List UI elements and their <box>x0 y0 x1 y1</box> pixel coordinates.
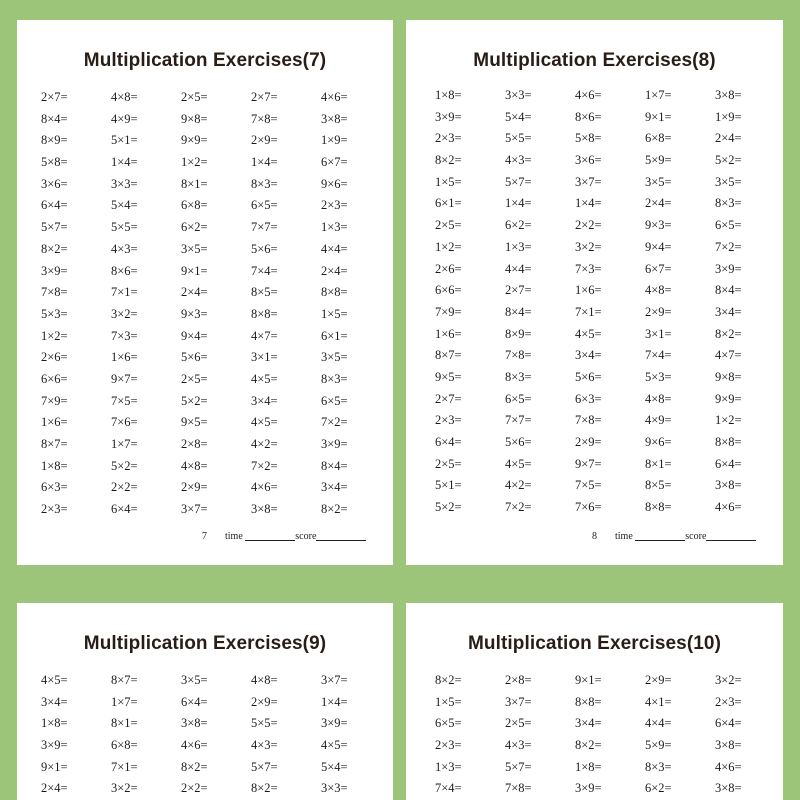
problem-cell: 1×6= <box>41 415 68 430</box>
problem-cell: 2×6= <box>41 350 68 365</box>
problem-cell: 2×5= <box>435 456 462 471</box>
problem-cell: 3×8= <box>715 478 742 493</box>
problem-cell: 7×5= <box>111 393 138 408</box>
problem-cell: 9×5= <box>181 415 208 430</box>
problem-cell: 2×9= <box>181 480 208 495</box>
problem-cell: 3×7= <box>181 502 208 517</box>
problem-cell: 2×2= <box>575 218 602 233</box>
problem-cell: 8×4= <box>321 458 348 473</box>
worksheet-title: Multiplication Exercises(9) <box>83 633 327 654</box>
problem-cell: 8×2= <box>575 738 602 753</box>
problem-cell: 5×6= <box>505 435 532 449</box>
problem-cell: 4×5= <box>251 371 278 386</box>
problem-cell: 6×2= <box>645 781 672 796</box>
problem-cell: 6×6= <box>435 283 462 298</box>
problem-cell: 7×4= <box>645 348 672 363</box>
problem-cell: 2×7= <box>505 283 532 298</box>
problem-cell: 4×2= <box>505 478 532 493</box>
problem-grid <box>435 670 785 800</box>
problem-cell: 9×3= <box>645 218 672 233</box>
problem-cell: 2×3= <box>435 413 462 428</box>
problem-cell: 5×5= <box>111 220 138 235</box>
problem-cell: 5×1= <box>435 478 462 493</box>
problem-cell: 4×7= <box>251 328 278 343</box>
problem-cell: 5×4= <box>321 759 348 774</box>
problem-cell: 2×6= <box>435 261 462 276</box>
score-label: score <box>295 531 317 542</box>
problem-cell: 5×6= <box>181 350 208 365</box>
problem-cell: 3×3= <box>111 176 138 191</box>
problem-cell: 5×4= <box>111 198 138 213</box>
problem-cell: 1×2= <box>41 328 68 343</box>
problem-cell: 4×6= <box>575 88 602 102</box>
problem-cell: 7×2= <box>505 500 532 515</box>
problem-cell: 3×9= <box>41 263 68 278</box>
problem-cell: 4×8= <box>645 391 672 406</box>
worksheet-title: Multiplication Exercises(10) <box>467 633 722 654</box>
problem-cell: 4×5= <box>321 738 348 753</box>
problem-cell: 7×6= <box>111 415 138 430</box>
time-label: time <box>225 531 243 542</box>
problem-cell: 2×9= <box>251 694 278 709</box>
problem-cell: 9×6= <box>645 435 672 449</box>
problem-cell: 6×2= <box>181 220 208 235</box>
problem-cell: 5×6= <box>251 241 278 256</box>
problem-cell: 4×6= <box>715 759 742 774</box>
problem-cell: 1×5= <box>321 306 348 321</box>
problem-cell: 2×9= <box>645 304 672 319</box>
problem-cell: 4×5= <box>575 326 602 341</box>
problem-cell: 3×8= <box>181 716 208 731</box>
problem-cell: 1×2= <box>181 155 208 170</box>
problem-cell: 6×4= <box>435 435 462 449</box>
problem-cell: 2×4= <box>645 196 672 211</box>
problem-cell: 5×3= <box>41 306 68 321</box>
problem-cell: 8×3= <box>505 369 532 384</box>
problem-cell: 2×2= <box>181 781 208 796</box>
time-blank <box>245 540 295 541</box>
problem-cell: 8×1= <box>111 716 138 731</box>
problem-cell: 6×3= <box>41 480 68 495</box>
time-blank <box>635 540 685 541</box>
problem-cell: 5×2= <box>181 393 208 408</box>
problem-cell: 1×5= <box>435 694 462 709</box>
problem-cell: 2×3= <box>41 502 68 517</box>
problem-cell: 5×9= <box>645 738 672 753</box>
problem-cell: 9×6= <box>321 176 348 191</box>
problem-cell: 1×7= <box>111 437 138 451</box>
problem-cell: 8×2= <box>715 326 742 341</box>
problem-cell: 7×1= <box>575 304 602 319</box>
problem-cell: 7×5= <box>575 478 602 493</box>
problem-cell: 3×4= <box>321 480 348 495</box>
problem-cell: 3×5= <box>321 350 348 365</box>
problem-cell: 9×1= <box>181 263 208 278</box>
problem-cell: 9×5= <box>435 369 462 384</box>
problem-cell: 9×4= <box>645 239 672 254</box>
problem-cell: 2×7= <box>251 90 278 104</box>
problem-cell: 2×4= <box>181 285 208 300</box>
problem-cell: 8×2= <box>435 153 462 168</box>
problem-cell: 2×4= <box>715 131 742 146</box>
time-label: time <box>615 531 633 542</box>
problem-cell: 1×8= <box>41 458 68 473</box>
problem-cell: 3×8= <box>321 111 348 126</box>
problem-cell: 5×4= <box>505 109 532 124</box>
problem-cell: 2×3= <box>435 738 462 753</box>
problem-cell: 5×1= <box>111 133 138 148</box>
problem-cell: 8×3= <box>715 196 742 211</box>
problem-cell: 2×4= <box>321 263 348 278</box>
problem-cell: 6×8= <box>181 198 208 213</box>
problem-cell: 5×2= <box>435 500 462 515</box>
problem-cell: 5×3= <box>645 369 672 384</box>
problem-cell: 6×7= <box>321 155 348 170</box>
problem-cell: 7×7= <box>251 220 278 235</box>
problem-cell: 1×3= <box>321 220 348 235</box>
problem-cell: 5×7= <box>41 220 68 235</box>
problem-cell: 3×6= <box>575 153 602 168</box>
problem-cell: 6×4= <box>715 716 742 731</box>
problem-cell: 8×2= <box>41 241 68 256</box>
problem-cell: 2×9= <box>251 133 278 148</box>
problem-cell: 2×3= <box>435 131 462 146</box>
problem-cell: 3×8= <box>251 502 278 517</box>
problem-cell: 3×5= <box>181 673 208 687</box>
problem-cell: 4×5= <box>505 456 532 471</box>
problem-cell: 4×8= <box>251 673 278 687</box>
problem-cell: 3×5= <box>715 174 742 189</box>
worksheet-9 <box>17 603 393 800</box>
problem-cell: 4×5= <box>41 673 68 687</box>
problem-cell: 7×1= <box>111 285 138 300</box>
problem-cell: 4×9= <box>111 111 138 126</box>
problem-cell: 6×5= <box>321 393 348 408</box>
problem-cell: 3×8= <box>715 88 742 102</box>
problem-cell: 9×1= <box>575 673 602 687</box>
problem-cell: 4×1= <box>645 694 672 709</box>
problem-cell: 8×6= <box>575 109 602 124</box>
problem-cell: 4×3= <box>251 738 278 753</box>
problem-cell: 3×7= <box>575 174 602 189</box>
problem-cell: 8×9= <box>41 133 68 148</box>
problem-cell: 2×8= <box>505 673 532 687</box>
problem-cell: 2×5= <box>435 218 462 233</box>
problem-cell: 3×4= <box>575 348 602 363</box>
problem-cell: 4×4= <box>645 716 672 731</box>
problem-cell: 6×2= <box>505 218 532 233</box>
problem-cell: 8×7= <box>41 437 68 451</box>
problem-cell: 4×6= <box>181 738 208 753</box>
problem-cell: 7×3= <box>111 328 138 343</box>
problem-cell: 3×4= <box>715 304 742 319</box>
problem-cell: 8×1= <box>181 176 208 191</box>
problem-cell: 5×2= <box>111 458 138 473</box>
score-blank <box>316 540 366 541</box>
problem-cell: 4×3= <box>505 738 532 753</box>
problem-cell: 4×8= <box>645 283 672 298</box>
problem-grid <box>41 670 391 800</box>
problem-cell: 3×1= <box>251 350 278 365</box>
problem-cell: 5×6= <box>575 369 602 384</box>
problem-cell: 7×8= <box>505 348 532 363</box>
problem-cell: 3×3= <box>505 88 532 102</box>
problem-cell: 7×2= <box>715 239 742 254</box>
problem-cell: 3×5= <box>645 174 672 189</box>
problem-cell: 2×3= <box>715 694 742 709</box>
problem-cell: 3×8= <box>715 738 742 753</box>
problem-cell: 9×9= <box>181 133 208 148</box>
problem-cell: 6×3= <box>575 391 602 406</box>
problem-cell: 8×1= <box>645 456 672 471</box>
problem-cell: 8×8= <box>575 694 602 709</box>
problem-cell: 8×2= <box>251 781 278 796</box>
problem-cell: 1×8= <box>41 716 68 731</box>
problem-cell: 2×5= <box>181 371 208 386</box>
problem-cell: 6×4= <box>111 502 138 517</box>
problem-cell: 7×9= <box>435 304 462 319</box>
problem-cell: 1×4= <box>321 694 348 709</box>
problem-cell: 2×9= <box>645 673 672 687</box>
problem-cell: 1×6= <box>575 283 602 298</box>
problem-cell: 4×8= <box>181 458 208 473</box>
problem-cell: 1×2= <box>435 239 462 254</box>
worksheet-8 <box>406 20 783 565</box>
problem-cell: 1×2= <box>715 413 742 428</box>
problem-cell: 8×3= <box>251 176 278 191</box>
problem-cell: 3×5= <box>181 241 208 256</box>
worksheet-footer <box>592 531 756 542</box>
problem-cell: 8×5= <box>251 285 278 300</box>
problem-cell: 8×8= <box>251 306 278 321</box>
problem-cell: 7×7= <box>505 413 532 428</box>
problem-cell: 1×4= <box>111 155 138 170</box>
problem-cell: 8×8= <box>645 500 672 515</box>
problem-cell: 6×4= <box>181 694 208 709</box>
problem-cell: 3×4= <box>41 694 68 709</box>
problem-cell: 1×6= <box>111 350 138 365</box>
problem-cell: 1×3= <box>505 239 532 254</box>
problem-cell: 4×6= <box>321 90 348 104</box>
problem-cell: 3×9= <box>575 781 602 796</box>
problem-cell: 3×7= <box>505 694 532 709</box>
problem-cell: 7×8= <box>251 111 278 126</box>
problem-cell: 1×9= <box>715 109 742 124</box>
problem-cell: 2×8= <box>181 437 208 451</box>
problem-cell: 3×2= <box>575 239 602 254</box>
problem-cell: 7×2= <box>251 458 278 473</box>
problem-cell: 6×8= <box>111 738 138 753</box>
problem-cell: 6×5= <box>251 198 278 213</box>
problem-cell: 4×7= <box>715 348 742 363</box>
problem-cell: 1×7= <box>111 694 138 709</box>
problem-cell: 4×9= <box>645 413 672 428</box>
problem-cell: 2×2= <box>111 480 138 495</box>
problem-cell: 4×2= <box>251 437 278 451</box>
problem-cell: 3×3= <box>321 781 348 796</box>
problem-cell: 4×4= <box>321 241 348 256</box>
problem-cell: 3×2= <box>715 673 742 687</box>
problem-cell: 2×5= <box>181 90 208 104</box>
problem-grid <box>41 87 391 521</box>
problem-cell: 7×6= <box>575 500 602 515</box>
problem-cell: 5×8= <box>41 155 68 170</box>
worksheet-footer <box>202 531 366 542</box>
problem-cell: 3×1= <box>645 326 672 341</box>
problem-cell: 8×2= <box>435 673 462 687</box>
page-number: 7 <box>202 531 207 542</box>
problem-cell: 9×1= <box>41 759 68 774</box>
problem-cell: 6×5= <box>505 391 532 406</box>
problem-cell: 2×3= <box>321 198 348 213</box>
problem-cell: 8×8= <box>715 435 742 449</box>
problem-cell: 7×1= <box>111 759 138 774</box>
problem-cell: 9×7= <box>575 456 602 471</box>
problem-cell: 3×6= <box>41 176 68 191</box>
problem-cell: 8×4= <box>505 304 532 319</box>
problem-cell: 2×4= <box>41 781 68 796</box>
problem-cell: 3×9= <box>321 437 348 451</box>
problem-cell: 6×5= <box>435 716 462 731</box>
problem-cell: 4×6= <box>251 480 278 495</box>
problem-cell: 6×1= <box>435 196 462 211</box>
problem-cell: 1×9= <box>321 133 348 148</box>
problem-cell: 4×4= <box>505 261 532 276</box>
problem-cell: 7×8= <box>41 285 68 300</box>
problem-cell: 5×5= <box>251 716 278 731</box>
problem-cell: 5×9= <box>645 153 672 168</box>
problem-cell: 9×9= <box>715 391 742 406</box>
problem-cell: 6×8= <box>645 131 672 146</box>
problem-cell: 8×9= <box>505 326 532 341</box>
worksheet-title: Multiplication Exercises(7) <box>83 50 327 71</box>
problem-cell: 7×3= <box>575 261 602 276</box>
problem-cell: 7×2= <box>321 415 348 430</box>
problem-grid <box>435 85 785 519</box>
page-number: 8 <box>592 531 597 542</box>
problem-cell: 5×7= <box>505 759 532 774</box>
problem-cell: 1×6= <box>435 326 462 341</box>
problem-cell: 6×4= <box>715 456 742 471</box>
score-blank <box>706 540 756 541</box>
problem-cell: 5×8= <box>575 131 602 146</box>
problem-cell: 1×5= <box>435 174 462 189</box>
problem-cell: 3×9= <box>715 261 742 276</box>
problem-cell: 1×4= <box>575 196 602 211</box>
problem-cell: 7×8= <box>575 413 602 428</box>
problem-cell: 6×5= <box>715 218 742 233</box>
problem-cell: 4×8= <box>111 90 138 104</box>
problem-cell: 8×3= <box>645 759 672 774</box>
problem-cell: 6×6= <box>41 371 68 386</box>
problem-cell: 5×7= <box>251 759 278 774</box>
problem-cell: 3×9= <box>435 109 462 124</box>
problem-cell: 3×4= <box>251 393 278 408</box>
problem-cell: 8×7= <box>111 673 138 687</box>
problem-cell: 4×5= <box>251 415 278 430</box>
problem-cell: 3×2= <box>111 781 138 796</box>
problem-cell: 7×8= <box>505 781 532 796</box>
problem-cell: 2×9= <box>575 435 602 449</box>
problem-cell: 3×8= <box>715 781 742 796</box>
problem-cell: 4×3= <box>505 153 532 168</box>
problem-cell: 9×3= <box>181 306 208 321</box>
problem-cell: 3×2= <box>111 306 138 321</box>
problem-cell: 5×2= <box>715 153 742 168</box>
problem-cell: 1×8= <box>575 759 602 774</box>
problem-cell: 6×7= <box>645 261 672 276</box>
problem-cell: 9×8= <box>181 111 208 126</box>
worksheet-title: Multiplication Exercises(8) <box>473 50 716 71</box>
problem-cell: 6×1= <box>321 328 348 343</box>
problem-cell: 2×7= <box>435 391 462 406</box>
problem-cell: 1×4= <box>251 155 278 170</box>
problem-cell: 4×3= <box>111 241 138 256</box>
problem-cell: 2×7= <box>41 90 68 104</box>
worksheet-10 <box>406 603 783 800</box>
problem-cell: 8×2= <box>321 502 348 517</box>
problem-cell: 8×4= <box>715 283 742 298</box>
problem-cell: 8×2= <box>181 759 208 774</box>
problem-cell: 1×3= <box>435 759 462 774</box>
worksheet-7 <box>17 20 393 565</box>
score-label: score <box>685 531 707 542</box>
problem-cell: 9×4= <box>181 328 208 343</box>
problem-cell: 1×4= <box>505 196 532 211</box>
problem-cell: 5×7= <box>505 174 532 189</box>
problem-cell: 4×6= <box>715 500 742 515</box>
problem-cell: 3×4= <box>575 716 602 731</box>
problem-cell: 9×1= <box>645 109 672 124</box>
problem-cell: 7×4= <box>435 781 462 796</box>
problem-cell: 9×8= <box>715 369 742 384</box>
problem-cell: 8×6= <box>111 263 138 278</box>
problem-cell: 3×7= <box>321 673 348 687</box>
problem-cell: 9×7= <box>111 371 138 386</box>
problem-cell: 5×5= <box>505 131 532 146</box>
problem-cell: 1×7= <box>645 88 672 102</box>
problem-cell: 8×4= <box>41 111 68 126</box>
problem-cell: 6×4= <box>41 198 68 213</box>
problem-cell: 3×9= <box>41 738 68 753</box>
problem-cell: 8×8= <box>321 285 348 300</box>
problem-cell: 8×3= <box>321 371 348 386</box>
problem-cell: 2×5= <box>505 716 532 731</box>
problem-cell: 8×7= <box>435 348 462 363</box>
problem-cell: 3×9= <box>321 716 348 731</box>
problem-cell: 8×5= <box>645 478 672 493</box>
problem-cell: 1×8= <box>435 88 462 102</box>
problem-cell: 7×4= <box>251 263 278 278</box>
problem-cell: 7×9= <box>41 393 68 408</box>
